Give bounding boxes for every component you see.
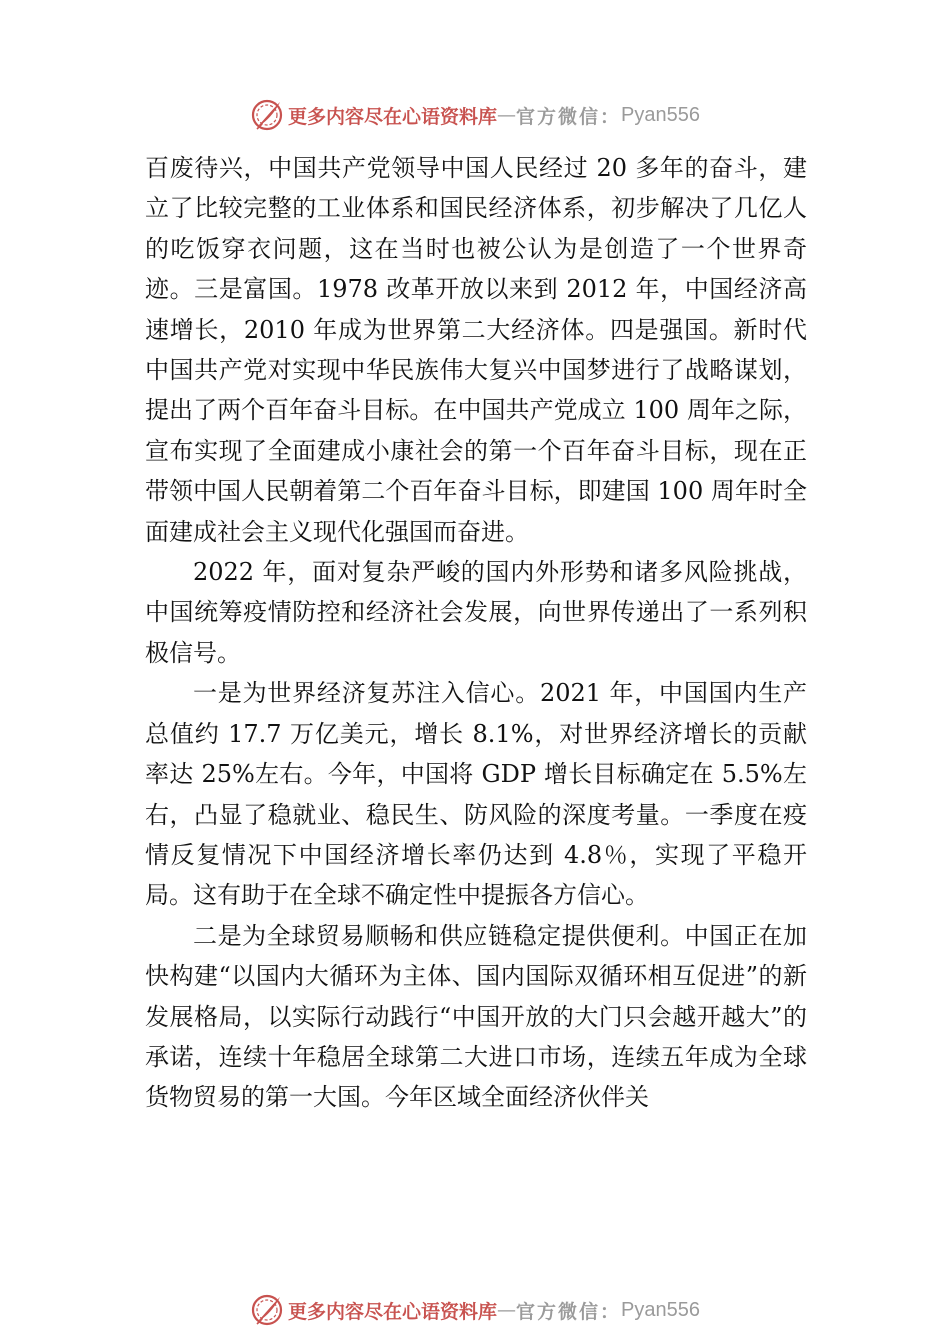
footer-wechat-label: 官方微信：	[516, 1300, 622, 1323]
header-brand-text: 更多内容尽在心语资料库	[288, 105, 498, 128]
quill-seal-icon	[250, 1293, 284, 1327]
header-wechat-label: 官方微信：	[516, 105, 622, 128]
footer-account-id: Pyan556	[621, 1298, 700, 1321]
paragraph-3: 一是为世界经济复苏注入信心。2021 年，中国国内生产总值约 17.7 万亿美元，增长 8.1%，对世界经济增长的贡献率达 25%左右。今年，中国将 GDP 增长目标确定在 5.5%左右，凸显了稳就业、稳民生、防风险的深度考量。一季度在疫情反复情况下中国经济增长率仍达到 4.8％，实现了平稳开局。这有助于在全球不确定性中提振各方信心。	[145, 679, 807, 910]
paragraph-4: 二是为全球贸易顺畅和供应链稳定提供便利。中国正在加快构建“以国内大循环为主体、国内国际双循环相互促进”的新发展格局，以实际行动践行“中国开放的大门只会越开越大”的承诺，连续十年稳居全球第二大进口市场，连续五年成为全球货物贸易的第一大国。今年区域全面经济伙伴关	[145, 921, 807, 1112]
footer-banner	[0, 1290, 950, 1330]
quill-seal-icon	[250, 98, 284, 132]
document-body	[145, 148, 807, 1118]
footer-separator: —	[497, 1299, 517, 1321]
header-banner	[0, 95, 950, 135]
paragraph-1: 百废待兴，中国共产党领导中国人民经过 20 多年的奋斗，建立了比较完整的工业体系和国民经济体系，初步解决了几亿人的吃饭穿衣问题，这在当时也被公认为是创造了一个世界奇迹。三是富国。1978 改革开放以来到 2012 年，中国经济高速增长，2010 年成为世界第二大经济体。四是强国。新时代中国共产党对实现中华民族伟大复兴中国梦进行了战略谋划，提出了两个百年奋斗目标。在中国共产党成立 100 周年之际，宣布实现了全面建成小康社会的第一个百年奋斗目标，现在正带领中国人民朝着第二个百年奋斗目标，即建国 100 周年时全面建成社会主义现代化强国而奋进。	[145, 154, 807, 546]
header-separator: —	[497, 104, 517, 126]
paragraph-2: 2022 年，面对复杂严峻的国内外形势和诸多风险挑战，中国统筹疫情防控和经济社会发展，向世界传递出了一系列积极信号。	[145, 558, 807, 667]
footer-brand-text: 更多内容尽在心语资料库	[288, 1300, 498, 1323]
header-account-id: Pyan556	[621, 103, 700, 126]
